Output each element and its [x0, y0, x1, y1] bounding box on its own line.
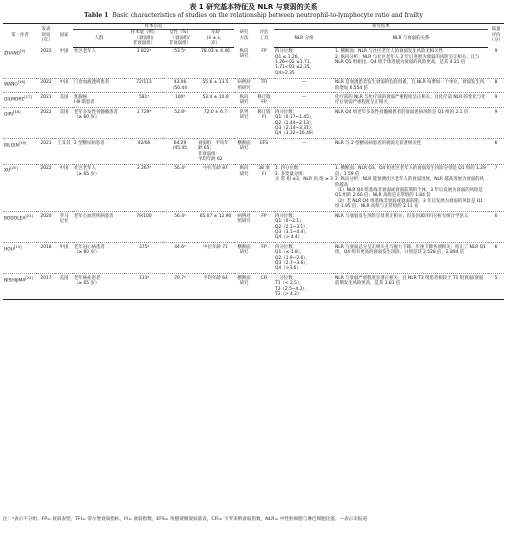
table-row: [3, 274, 504, 300]
cell-age: 65.07 ± 12.90: [197, 212, 234, 243]
cell-female: 43.06 /50.44: [163, 78, 197, 93]
cell-population: 老年多发性骨髓瘤患者 （≥ 60 岁）: [73, 108, 125, 139]
cell-age: 平均年龄 64: [197, 274, 234, 300]
cell-nlr-group: 1. 四分位数 2. 多变量分组： 正 常 组 ≤3，NLR 高 组 ≥ 3: [274, 164, 334, 211]
cell-sample-size: 42/66: [125, 139, 163, 165]
table-row: [3, 164, 504, 211]
cell-nlr-relation: NLR 与 2 型糖尿病患者的衰弱无显著相关性: [334, 139, 488, 165]
cell-author: GIRI[18]: [3, 108, 37, 139]
header-result-group: 研究结果: [274, 24, 488, 30]
header-sample-group: 样本信息: [73, 24, 234, 30]
table-row: [3, 243, 504, 274]
cell-quality: 8: [488, 78, 504, 93]
cell-quality: 6: [488, 243, 504, 274]
header-population: 人群: [73, 30, 125, 47]
table-row: [3, 139, 504, 165]
cell-age: 中位年龄 71: [197, 243, 234, 274]
cell-nlr-group: 四分位数： Q1（≤ 1.8）， Q2（1.9~2.6）， Q3（2.7~3.6）， Q4（>3.6）: [274, 243, 334, 274]
cell-author: GILMORE[17]: [3, 93, 37, 108]
cell-country: 中国: [55, 243, 73, 274]
cell-year: 2022: [37, 108, 55, 139]
cell-quality: 9: [494, 48, 498, 54]
cell-nlr-group: —: [274, 93, 334, 108]
header-female: 女性（%） （衰弱组/ 非衰弱组）: [163, 30, 197, 47]
table-label: Table 1: [84, 12, 109, 19]
cell-author: BILGIN[19]: [3, 139, 37, 165]
cell-method: 横断面 研究: [234, 139, 254, 165]
header-nlr-relation: NLR 与衰弱的关系: [334, 30, 488, 47]
cell-quality: 7: [488, 164, 504, 211]
cell-female: 44.6ᵃ: [163, 243, 197, 274]
cell-tool: 修订版 FI: [254, 108, 274, 139]
table-row: [3, 47, 504, 78]
cell-tool: FP: [254, 243, 274, 274]
cell-female: 53.5ᵃ: [174, 49, 186, 55]
cell-nlr-group: 四分位数： Q1 ≤ 1.26， 1.26<Q2 ≤1.71， 1.71<Q3 ≤2.35， Q4>2.35: [275, 49, 314, 76]
cell-year: 2022: [37, 78, 55, 93]
cell-country: 中国: [55, 164, 73, 211]
cell-country: 罗马 尼亚: [55, 212, 73, 243]
header-country: 国家: [55, 24, 73, 48]
cell-country: 美国: [55, 93, 73, 108]
table-footnote: 注：ᵃ表示不分组；FP= 衰弱表型，TFI= 蒂尔堡衰弱指标，FI= 衰弱指数，EFS= 埃德蒙顿衰弱量表，CFI= 卡罗来纳衰弱指数，NLR= 中性粒细胞与淋巴细胞比值；—表示未报道: [3, 517, 368, 522]
cell-nlr-relation: NLR 与衰弱严重程度显著正相关；且 NLR T3 组患者相较于 T1 组衰弱/衰弱前期发生风险更高，是其 3.81 倍: [334, 274, 488, 300]
cell-quality: 9: [488, 93, 504, 108]
cell-nlr-relation: NLR 与衰弱发生风险呈显著正相关；但多因素回归分析无统计学意义: [334, 212, 488, 243]
cell-year: 2021: [37, 93, 55, 108]
cell-population: 社区老年人: [74, 49, 96, 55]
cell-method: 队列 研究: [234, 108, 254, 139]
characteristics-table: [3, 23, 504, 300]
cell-population: 老年癌症患者 （≥ 65 岁）: [73, 274, 125, 300]
cell-country: 土耳其: [55, 139, 73, 165]
cell-year: 2022: [37, 164, 55, 211]
header-age: 年龄 (x̄ ± s， 岁）: [197, 30, 234, 47]
cell-sample-size: 375ᵃ: [125, 243, 163, 274]
cell-female: 79.7ᵃ: [163, 274, 197, 300]
table-row: [3, 93, 504, 108]
cell-population: 老年冠心病患者 （≥ 60 岁）: [73, 243, 125, 274]
cell-quality: 6: [488, 139, 504, 165]
cell-author: XU[20]: [3, 164, 37, 211]
cell-nlr-group: 四分位数： Q1（0.17~1.45）， Q2（1.44~2.13）， Q3（2.14~3.31）， Q4（3.32~16.49）: [274, 108, 334, 139]
cell-tool: FP: [261, 48, 267, 54]
table-row: [3, 212, 504, 243]
cell-nlr-group: —: [274, 78, 334, 93]
cell-method: 纵向 研究: [234, 164, 254, 211]
cell-nlr-group: 四分位数： Q1（0~2.1）， Q2（2.1~3.1）， Q3（3.1~4.4）， Q4（> 4.4）: [274, 212, 334, 243]
cell-country: 中国: [59, 48, 69, 54]
table-row: [3, 108, 504, 139]
cell-method: 横断面 研究: [234, 274, 254, 300]
cell-quality: 6: [488, 212, 504, 243]
cell-year: 2020: [37, 212, 55, 243]
cell-method: 病例对 照研究: [234, 212, 254, 243]
cell-age: 55.6 ± 13.5: [197, 78, 234, 93]
cell-method: 纵向 研究: [239, 48, 249, 60]
table-caption-cn: 表 1 研究基本特征及 NLR 与衰弱的关系: [189, 3, 318, 11]
cell-sample-size: 1 729ᵃ: [125, 108, 163, 139]
cell-author: HOU[14]: [3, 243, 37, 274]
cell-method: 横断面 研究: [234, 243, 254, 274]
cell-tool: EFS: [254, 139, 274, 165]
cell-author: WANG[16]: [3, 78, 37, 93]
cell-year: 2018: [37, 243, 55, 274]
cell-nlr-group: —: [274, 139, 334, 165]
cell-year: 2021: [37, 139, 55, 165]
cell-tool: CFI: [254, 274, 274, 300]
cell-tool: 修订版 FP: [254, 93, 274, 108]
cell-nlr-group: 三分位数： T1（< 2.5）， T2（2.5~4.2）， T3（> 4.2）: [274, 274, 334, 300]
cell-country: 中国: [55, 78, 73, 93]
cell-sample-size: 1 822ᵃ: [136, 49, 152, 55]
cell-age: 53.4 ± 10.6: [197, 93, 234, 108]
cell-sample-size: 133ᵃ: [125, 274, 163, 300]
cell-age: 78.03 ± 4.46: [201, 49, 230, 55]
header-sample-size: 样本量（例） （衰弱组/ 非衰弱组）: [125, 30, 163, 47]
cell-year: 2017: [37, 274, 55, 300]
cell-tool: FP: [254, 212, 274, 243]
header-author: 第一作者: [3, 24, 37, 48]
cell-nlr-relation: 化疗前的 NLR 与化疗前的衰弱严重程度呈正相关；且化疗前 NLR 的变化与化疗后衰弱严重程度呈正相关: [334, 93, 488, 108]
cell-female: 56.4ᵃ: [163, 164, 197, 211]
cell-female: 64.29 /45.45: [163, 139, 197, 165]
cell-population: 2 型糖尿病患者: [73, 139, 125, 165]
cell-author: NISHIJIMA[22]: [3, 274, 37, 300]
cell-tool: 38 项 FI: [254, 164, 274, 211]
table-caption-en: [0, 12, 507, 20]
cell-nlr-relation: 1. 横断面：NLR 与社区老年人的衰弱发生风险无相关性 2. 纵向分析：NLR 与社区老年人 2 年后进展为衰弱的风险呈正相关；且与 NLR Q1 组相比，Q4 组个体进展为衰弱的风险更高，是其 4.21 倍: [335, 49, 480, 65]
cell-country: 美国: [55, 274, 73, 300]
cell-age: 衰弱组：平均年龄 65； 非衰弱组： 平均年龄 62: [197, 139, 234, 165]
cell-female: 52.8ᵃ: [163, 108, 197, 139]
cell-population: 社区老年人 （≥ 65 岁）: [73, 164, 125, 211]
header-quality: 质量 评价 （分）: [488, 24, 504, 48]
cell-nlr-relation: NLR 与衰弱总分呈正相关且与握力下降、步速下降各项相关；校正了 NLR Q1 组，Q4 组有更高的衰弱发生风险，分别是其 2.528 倍、2.894 倍: [334, 243, 488, 274]
cell-population: 乳腺癌 Ⅰ-Ⅲ 期患者: [73, 93, 125, 108]
cell-female: 56.4ᵃ: [163, 212, 197, 243]
header-tool: 评估 工具: [254, 24, 274, 48]
cell-sample-size: 3 267ᵃ: [125, 164, 163, 211]
cell-method: 病例对 照研究: [234, 78, 254, 93]
cell-nlr-relation: 1. 横断面：NLR Q3、Q4 组社区老年人的衰弱发生风险分别是 Q1 组的 1.29 倍、1.59 倍 2. 纵向分析：NLR 能预测社区老年人的衰弱进展，NLR 越高进展为衰弱的风险越高 （1）NLR Q4 组基线非衰弱或衰弱前期的个体，3 年后发展为衰弱的风险是 Q1 组的 2.60 倍；NLR 高组是正常组的 1.84 倍 （2）若 NLR Q4 组基线非衰弱或衰弱前期，3 年后发展为衰弱的风险是 Q1 组 1.95 倍；NLR 高组与正常组的 2.11 倍: [334, 164, 488, 211]
cell-author: ZHANG[9]: [4, 48, 26, 57]
cell-age: 72.0 ± 6.7: [197, 108, 234, 139]
header-year: 发表 时间 （年）: [37, 24, 55, 48]
table-title-en: Basic characteristics of studies on the relationship between neutrophil-to-lymphocyte ratio and frailty: [112, 12, 423, 19]
cell-population: 老年心血管疾病患者: [73, 212, 125, 243]
cell-tool: TFI: [254, 78, 274, 93]
cell-method: 纵向 研究: [234, 93, 254, 108]
cell-sample-size: 581ᵃ: [125, 93, 163, 108]
cell-author: BODOLEA[21]: [3, 212, 37, 243]
cell-country: 美国: [55, 108, 73, 139]
cell-year: 2022: [40, 48, 52, 54]
cell-nlr-relation: NLR 是血透患者发生衰弱的危险因素，且 NLR 每增加一个单位，衰弱发生风险增加 6.554 倍: [334, 78, 488, 93]
cell-sample-size: 79/100: [125, 212, 163, 243]
cell-sample-size: 72/113: [125, 78, 163, 93]
header-nlr-group: NLR 分组: [274, 30, 334, 47]
cell-nlr-relation: NLR Q4 组老年多发性骨髓瘤患者的衰弱患病风险是 Q1 组的 2.1 倍: [334, 108, 488, 139]
cell-female: 100ᵃ: [163, 93, 197, 108]
cell-age: 中位年龄 87: [197, 164, 234, 211]
cell-population: 门诊血液透析患者: [73, 78, 125, 93]
cell-quality: 5: [488, 274, 504, 300]
table-row: [3, 78, 504, 93]
header-method: 研究 方法: [234, 24, 254, 48]
cell-quality: 9: [488, 108, 504, 139]
